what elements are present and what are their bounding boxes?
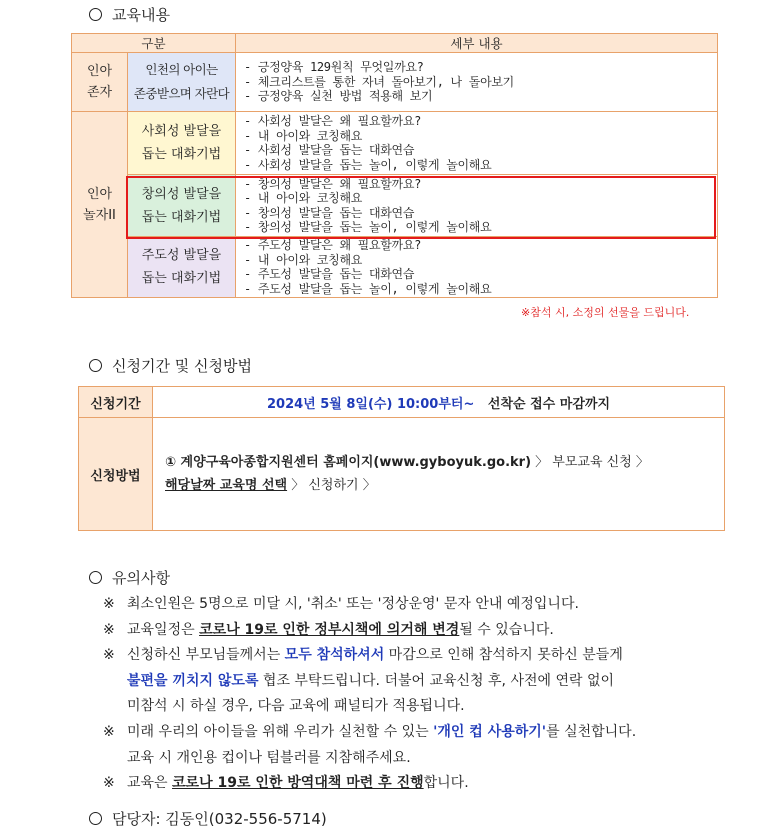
- note-item-cont: 교육 시 개인용 컵이나 텀블러를 지참해주세요.: [127, 749, 411, 766]
- note-item: ※ 교육일정은 코로나 19로 인한 정부시책에 의거해 변경될 수 있습니다.: [103, 621, 554, 638]
- note-item: ※ 미래 우리의 아이들을 위해 우리가 실천할 수 있는 '개인 컵 사용하기'를 실천합니다.: [103, 723, 637, 740]
- section-title-application: 신청기간 및 신청방법: [89, 355, 252, 376]
- details-cell: - 주도성 발달은 왜 필요할까요? - 내 아이와 코칭해요 - 주도성 발달을 돕는 대화연습 - 주도성 발달을 돕는 놀이, 이렇게 놀이해요: [236, 237, 718, 298]
- period-label: 신청기간: [79, 387, 153, 418]
- curriculum-table: [71, 33, 718, 298]
- details-cell: - 사회성 발달은 왜 필요할까요? - 내 아이와 코칭해요 - 사회성 발달을 돕는 대화연습 - 사회성 발달을 돕는 놀이, 이렇게 놀이해요: [236, 112, 718, 175]
- subject-cell: 창의성 발달을 돕는 대화기법: [128, 175, 236, 237]
- category-cell: 인아 존자: [72, 53, 128, 112]
- section-title-notes: 유의사항: [89, 567, 170, 588]
- period-value: 2024년 5월 8일(수) 10:00부터~ 선착순 접수 마감까지: [153, 387, 725, 418]
- circle-bullet-icon: [89, 571, 102, 584]
- note-item: ※ 최소인원은 5명으로 미달 시, '취소' 또는 '정상운영' 문자 안내 예정입니다.: [103, 596, 579, 612]
- header-details: 세부 내용: [236, 34, 718, 53]
- note-item-cont: 불편을 끼치지 않도록 협조 부탁드립니다. 더불어 교육신청 후, 사전에 연락 없이: [127, 672, 615, 689]
- details-cell: - 긍정양육 129원칙 무엇일까요? - 체크리스트를 통한 자녀 돌아보기, 나 돌아보기 - 긍정양육 실천 방법 적용해 보기: [236, 53, 718, 112]
- highlight-box: [126, 176, 716, 239]
- circle-bullet-icon: [89, 8, 102, 21]
- section-title-content: 교육내용: [89, 4, 170, 25]
- circle-bullet-icon: [89, 812, 102, 825]
- notes-list: [103, 592, 743, 797]
- method-label: 신청방법: [79, 418, 153, 531]
- note-item: ※ 교육은 코로나 19로 인한 방역대책 마련 후 진행합니다.: [103, 775, 469, 792]
- category-cell: 인아 놀자II: [72, 112, 128, 298]
- subject-cell: 인천의 아이는 존중받으며 자란다: [128, 53, 236, 112]
- subject-cell: 주도성 발달을 돕는 대화기법: [128, 237, 236, 298]
- note-item: ※ 신청하신 부모님들께서는 모두 참석하셔서 마감으로 인해 참석하지 못하신 분들게: [103, 647, 623, 664]
- application-table: [78, 386, 725, 531]
- details-cell: - 창의성 발달은 왜 필요할까요? - 내 아이와 코칭해요 - 창의성 발달을 돕는 대화연습 - 창의성 발달을 돕는 놀이, 이렇게 놀이해요: [236, 175, 718, 237]
- contact-line: 담당자: 김동인(032-556-5714): [89, 808, 327, 829]
- method-value: ① 계양구육아종합지원센터 홈페이지(www.gyboyuk.go.kr) 〉 부모교육 신청 〉 해당날짜 교육명 선택 〉 신청하기 〉: [153, 418, 725, 531]
- header-category: 구분: [72, 34, 236, 53]
- circle-bullet-icon: [89, 359, 102, 372]
- note-item-cont: 미참석 시 하실 경우, 다음 교육에 패널티가 적용됩니다.: [127, 698, 465, 715]
- subject-cell: 사회성 발달을 돕는 대화기법: [128, 112, 236, 175]
- gift-note: ※참석 시, 소정의 선물을 드립니다.: [521, 306, 690, 319]
